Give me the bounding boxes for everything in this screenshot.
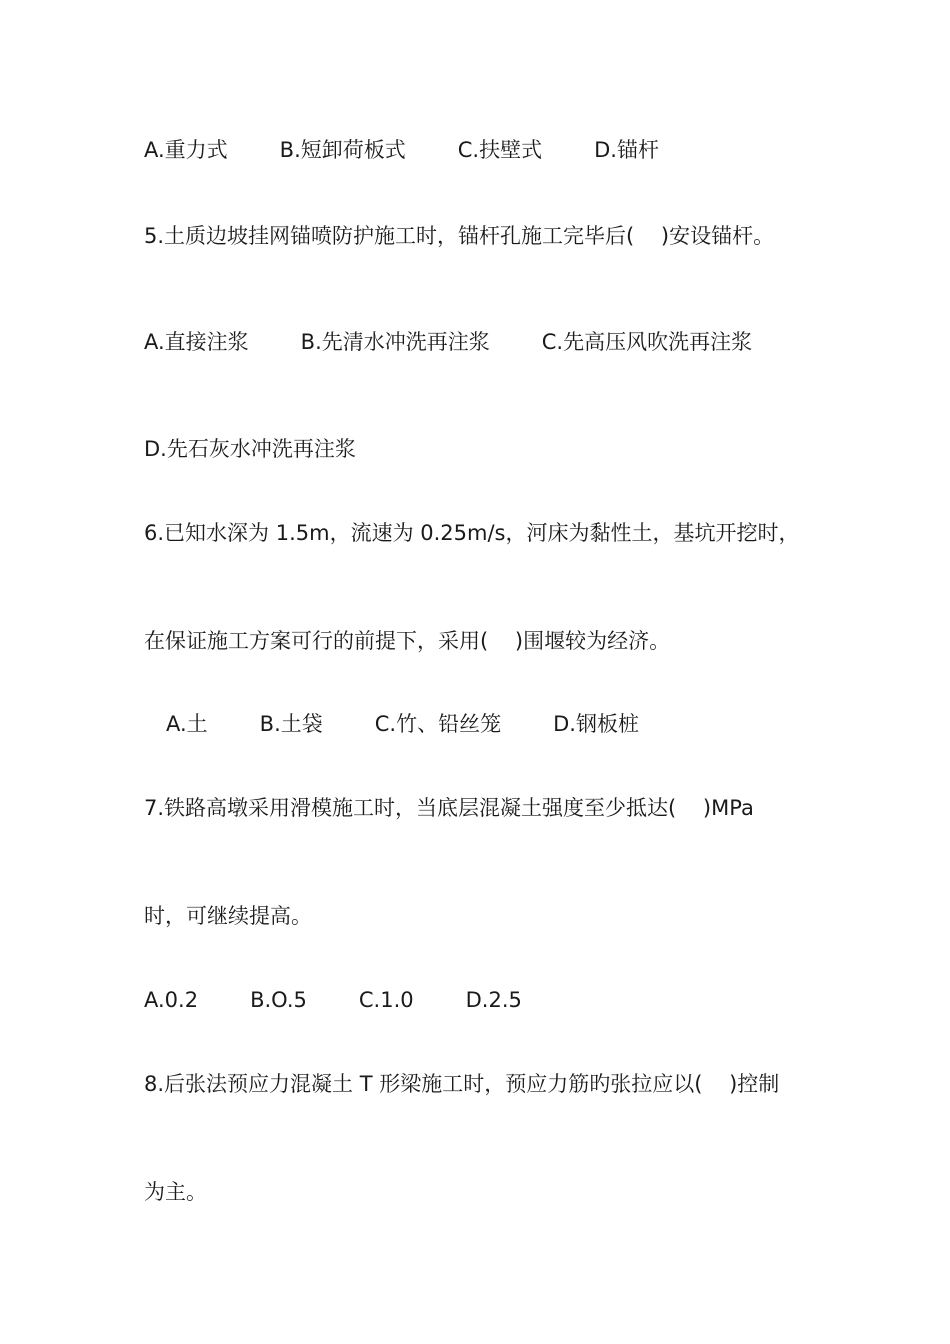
q7-stem-line2: 时，可继续提高。	[144, 904, 312, 928]
q5-option-d: D.先石灰水冲洗再注浆	[144, 437, 356, 461]
q5-options-row2	[144, 434, 356, 464]
q7-option-a: A.0.2	[144, 988, 199, 1012]
q4-option-c: C.扶壁式	[457, 138, 543, 162]
q5-option-c: C.先高压风吹洗再注浆	[541, 330, 753, 354]
q5-options-row1	[144, 327, 752, 357]
q7-option-d: D.2.5	[465, 988, 522, 1012]
q6-stem-line2: 在保证施工方案可行的前提下，采用( )围堰较为经济。	[144, 629, 671, 653]
q6-stem-line1: 6.已知水深为 1.5m，流速为 0.25m/s，河床为黏性土，基坑开挖时，	[144, 521, 800, 545]
q4-options	[144, 135, 659, 165]
q4-option-a: A.重力式	[144, 138, 228, 162]
q6-options	[166, 709, 639, 739]
q7-stem-line1: 7.铁路高墩采用滑模施工时，当底层混凝土强度至少抵达( )MPa	[144, 796, 754, 820]
q8-stem-line1: 8.后张法预应力混凝土 T 形梁施工时，预应力筋旳张拉应以( )控制	[144, 1072, 780, 1096]
q8-stem-line2: 为主。	[144, 1180, 207, 1204]
q4-option-d: D.锚杆	[594, 138, 659, 162]
q5-stem: 5.土质边坡挂网锚喷防护施工时，锚杆孔施工完毕后( )安设锚杆。	[144, 224, 775, 248]
q5-option-a: A.直接注浆	[144, 330, 249, 354]
q6-option-a: A.土	[166, 712, 208, 736]
q4-option-b: B.短卸荷板式	[279, 138, 406, 162]
q7-option-c: C.1.0	[358, 988, 414, 1012]
q6-option-c: C.竹、铅丝笼	[374, 712, 502, 736]
q6-option-d: D.钢板桩	[553, 712, 639, 736]
q5-option-b: B.先清水冲洗再注浆	[300, 330, 490, 354]
q6-option-b: B.土袋	[259, 712, 323, 736]
q7-options	[144, 985, 522, 1015]
q7-option-b: B.O.5	[250, 988, 307, 1012]
